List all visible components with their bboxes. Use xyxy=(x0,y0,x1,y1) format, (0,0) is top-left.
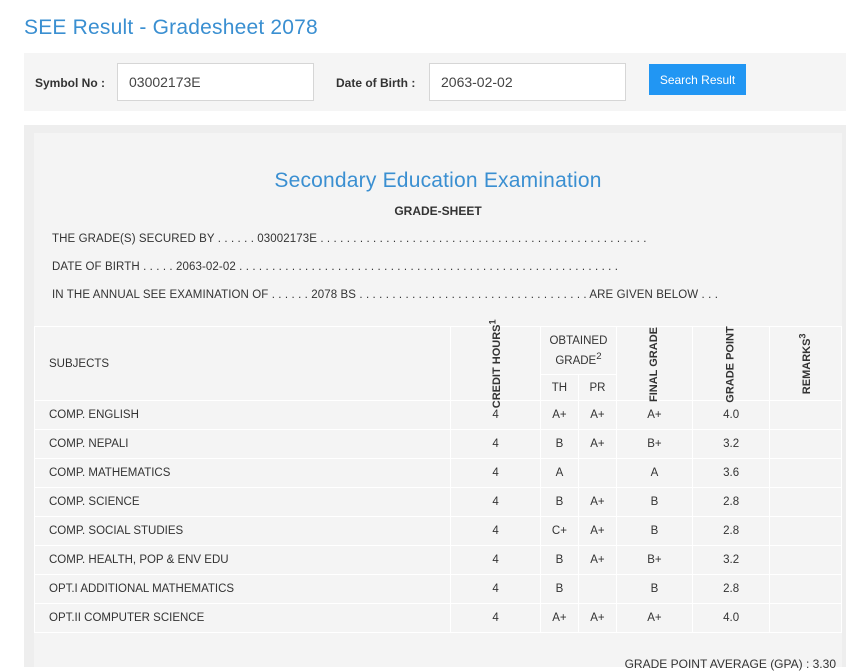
subject-cell: OPT.I ADDITIONAL MATHEMATICS xyxy=(35,575,451,604)
subject-cell: COMP. ENGLISH xyxy=(35,401,451,430)
table-row xyxy=(35,604,842,633)
pr-grade-cell: A+ xyxy=(578,604,616,633)
pr-grade-cell: A+ xyxy=(578,430,616,459)
remarks-cell xyxy=(770,459,842,488)
subject-cell: OPT.II COMPUTER SCIENCE xyxy=(35,604,451,633)
remarks-cell xyxy=(770,546,842,575)
gpa-summary: GRADE POINT AVERAGE (GPA) : 3.30 xyxy=(624,657,836,671)
th-grade-cell: B xyxy=(540,575,578,604)
table-row xyxy=(35,459,842,488)
final-grade-cell: B xyxy=(616,575,692,604)
credit-cell: 4 xyxy=(451,430,541,459)
remarks-cell xyxy=(770,401,842,430)
credit-cell: 4 xyxy=(451,575,541,604)
header-credit-hours: CREDIT HOURS$^1$ xyxy=(451,327,541,401)
final-grade-cell: A xyxy=(616,459,692,488)
credit-cell: 4 xyxy=(451,401,541,430)
exam-line: IN THE ANNUAL SEE EXAMINATION OF . . . . . . 2078 BS . . . . . . . . . . . . . . . . . . . . . . . . . . . . . . . . . . . ARE GIVEN BELOW . . . xyxy=(52,289,719,301)
result-card xyxy=(24,125,846,671)
grade-point-cell: 2.8 xyxy=(692,488,769,517)
pr-grade-cell xyxy=(578,575,616,604)
remarks-cell xyxy=(770,430,842,459)
header-subjects: SUBJECTS xyxy=(35,327,451,401)
grade-point-cell: 4.0 xyxy=(692,401,769,430)
grade-point-cell: 2.8 xyxy=(692,575,769,604)
credit-cell: 4 xyxy=(451,546,541,575)
table-row xyxy=(35,401,842,430)
grade-point-cell: 2.8 xyxy=(692,517,769,546)
dob-input[interactable] xyxy=(429,63,626,101)
header-final-grade: FINAL GRADE xyxy=(616,327,692,401)
subject-cell: COMP. SCIENCE xyxy=(35,488,451,517)
grade-point-cell: 3.6 xyxy=(692,459,769,488)
pr-grade-cell: A+ xyxy=(578,488,616,517)
subject-cell: COMP. HEALTH, POP & ENV EDU xyxy=(35,546,451,575)
subject-cell: COMP. NEPALI xyxy=(35,430,451,459)
th-grade-cell: A+ xyxy=(540,604,578,633)
table-row xyxy=(35,546,842,575)
pr-grade-cell: A+ xyxy=(578,546,616,575)
table-row xyxy=(35,430,842,459)
dob-label: Date of Birth : xyxy=(336,76,416,90)
final-grade-cell: B+ xyxy=(616,546,692,575)
final-grade-cell: A+ xyxy=(616,604,692,633)
exam-title: Secondary Education Examination xyxy=(274,169,602,192)
remarks-cell xyxy=(770,604,842,633)
header-remarks: REMARKS$^3$ xyxy=(770,327,842,401)
secured-by-line: THE GRADE(S) SECURED BY . . . . . . 03002173E . . . . . . . . . . . . . . . . . . . . . . . . . . . . . . . . . . . . . . . . . . . . . . . . . . xyxy=(52,233,647,245)
grade-sheet-heading: GRADE-SHEET xyxy=(394,204,482,218)
th-grade-cell: B xyxy=(540,488,578,517)
remarks-cell xyxy=(770,517,842,546)
th-grade-cell: A+ xyxy=(540,401,578,430)
symbol-input[interactable] xyxy=(117,63,314,101)
th-grade-cell: C+ xyxy=(540,517,578,546)
pr-grade-cell xyxy=(578,459,616,488)
header-th: TH xyxy=(540,375,578,401)
grade-point-cell: 4.0 xyxy=(692,604,769,633)
table-row xyxy=(35,488,842,517)
header-grade-point: GRADE POINT xyxy=(692,327,769,401)
header-obtained-grade: OBTAINED GRADE$^2$ xyxy=(540,327,616,375)
subject-cell: COMP. SOCIAL STUDIES xyxy=(35,517,451,546)
page-title: SEE Result - Gradesheet 2078 xyxy=(24,16,318,39)
credit-cell: 4 xyxy=(451,517,541,546)
grade-point-cell: 3.2 xyxy=(692,430,769,459)
subject-cell: COMP. MATHEMATICS xyxy=(35,459,451,488)
credit-cell: 4 xyxy=(451,459,541,488)
final-grade-cell: B xyxy=(616,488,692,517)
th-grade-cell: A xyxy=(540,459,578,488)
final-grade-cell: A+ xyxy=(616,401,692,430)
th-grade-cell: B xyxy=(540,546,578,575)
th-grade-cell: B xyxy=(540,430,578,459)
final-grade-cell: B xyxy=(616,517,692,546)
table-row xyxy=(35,517,842,546)
table-row xyxy=(35,575,842,604)
dob-line: DATE OF BIRTH . . . . . 2063-02-02 . . . . . . . . . . . . . . . . . . . . . . . . . . . . . . . . . . . . . . . . . . . . . . . . . . . . . . . . . . xyxy=(52,261,619,273)
pr-grade-cell: A+ xyxy=(578,401,616,430)
grade-sheet xyxy=(34,133,842,671)
pr-grade-cell: A+ xyxy=(578,517,616,546)
symbol-label: Symbol No : xyxy=(35,76,106,90)
grade-point-cell: 3.2 xyxy=(692,546,769,575)
search-result-button[interactable]: Search Result xyxy=(649,64,746,95)
remarks-cell xyxy=(770,488,842,517)
remarks-cell xyxy=(770,575,842,604)
credit-cell: 4 xyxy=(451,604,541,633)
search-form xyxy=(24,53,846,111)
final-grade-cell: B+ xyxy=(616,430,692,459)
header-pr: PR xyxy=(578,375,616,401)
grades-table xyxy=(34,319,842,633)
credit-cell: 4 xyxy=(451,488,541,517)
